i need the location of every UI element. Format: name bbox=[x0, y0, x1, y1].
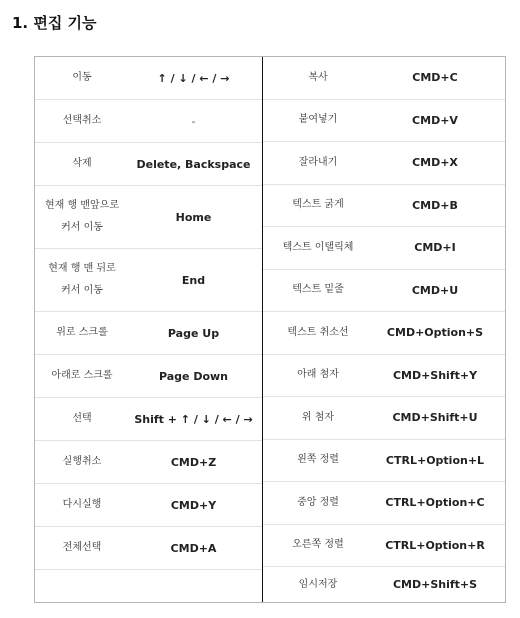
shortcut-row bbox=[35, 100, 262, 143]
shortcut-function-label: 복사 bbox=[308, 71, 328, 83]
shortcut-row bbox=[35, 441, 262, 484]
shortcut-row bbox=[35, 143, 262, 186]
shortcut-function-label: 전체선택 bbox=[62, 542, 102, 553]
shortcut-row bbox=[263, 57, 505, 100]
shortcut-key-combo: CMD+Shift+S bbox=[392, 578, 478, 591]
shortcut-key-combo: Page Up bbox=[167, 326, 220, 340]
shortcut-row bbox=[263, 270, 505, 313]
shortcut-row bbox=[35, 57, 262, 100]
shortcut-row bbox=[263, 525, 505, 568]
shortcut-key-combo: CMD+A bbox=[170, 541, 217, 555]
shortcut-key-combo: Shift + ↑ / ↓ / ← / → bbox=[134, 412, 253, 426]
shortcut-row bbox=[263, 142, 505, 185]
shortcut-row bbox=[35, 484, 262, 527]
shortcut-row bbox=[35, 527, 262, 570]
shortcut-key-combo: CMD+X bbox=[412, 156, 458, 170]
shortcut-function-label: 임시저장 bbox=[298, 578, 338, 590]
shortcut-function-label: 잘라내기 bbox=[298, 156, 338, 168]
shortcut-key-combo: ↑ / ↓ / ← / → bbox=[157, 71, 230, 85]
shortcut-function-label: 아래 첨자 bbox=[297, 369, 339, 381]
shortcut-row bbox=[35, 312, 262, 355]
shortcut-row bbox=[263, 312, 505, 355]
shortcut-function-label: 텍스트 밑줄 bbox=[292, 284, 344, 296]
shortcut-row bbox=[35, 355, 262, 398]
shortcut-key-combo: Delete, Backspace bbox=[136, 157, 251, 171]
shortcut-key-combo: CTRL+Option+R bbox=[385, 538, 485, 552]
shortcut-row bbox=[263, 227, 505, 270]
shortcut-function-label: 이동 bbox=[72, 72, 92, 83]
shortcut-key-combo: CTRL+Option+L bbox=[385, 453, 485, 467]
shortcut-key-combo: CMD+Y bbox=[170, 498, 217, 512]
shortcut-key-combo: CMD+C bbox=[412, 71, 458, 85]
shortcut-row bbox=[263, 482, 505, 525]
shortcut-key-combo: CMD+U bbox=[411, 283, 459, 297]
shortcut-function-label: 삭제 bbox=[72, 158, 92, 169]
shortcut-key-combo: CMD+V bbox=[412, 113, 458, 127]
shortcut-function-label: 아래로 스크롤 bbox=[51, 370, 113, 381]
shortcut-function-label: 선택 bbox=[72, 413, 92, 424]
shortcut-function-label: 붙여넣기 bbox=[298, 114, 338, 126]
shortcut-row bbox=[263, 355, 505, 398]
shortcut-key-combo: CMD+I bbox=[414, 241, 456, 255]
shortcut-key-combo: Home bbox=[175, 210, 212, 224]
shortcut-function-label: 선택취소 bbox=[62, 115, 102, 126]
shortcut-function-label: 왼쪽 정렬 bbox=[297, 454, 339, 466]
shortcut-row bbox=[35, 249, 262, 312]
shortcut-function-label: 텍스트 취소선 bbox=[287, 326, 349, 338]
shortcut-row bbox=[263, 100, 505, 143]
shortcut-row bbox=[263, 185, 505, 228]
shortcut-key-combo: End bbox=[181, 273, 206, 287]
shortcut-row bbox=[263, 397, 505, 440]
shortcut-row bbox=[263, 440, 505, 483]
shortcut-key-combo: Page Down bbox=[158, 369, 229, 383]
shortcut-key-combo: CTRL+Option+C bbox=[385, 496, 485, 510]
shortcut-row bbox=[35, 398, 262, 441]
shortcut-table bbox=[34, 56, 506, 603]
empty-row bbox=[35, 570, 262, 602]
shortcut-key-combo: CMD+Option+S bbox=[386, 326, 484, 340]
shortcut-column-left bbox=[35, 57, 263, 602]
shortcut-key-combo: CMD+Shift+U bbox=[392, 411, 478, 425]
shortcut-function-label: 다시실행 bbox=[62, 499, 102, 510]
shortcut-key-combo: - bbox=[191, 114, 196, 128]
shortcut-function-label: 현재 행 맨앞으로 커서 이동 bbox=[45, 200, 119, 233]
shortcut-function-label: 현재 행 맨 뒤로 커서 이동 bbox=[48, 263, 116, 296]
shortcut-column-right bbox=[263, 57, 505, 602]
shortcut-key-combo: CMD+Shift+Y bbox=[392, 368, 478, 382]
shortcut-function-label: 텍스트 굵게 bbox=[292, 199, 344, 211]
page-title: 1. 편집 기능 bbox=[12, 14, 97, 32]
shortcut-function-label: 텍스트 이탤릭체 bbox=[282, 241, 354, 253]
shortcut-key-combo: CMD+Z bbox=[170, 455, 217, 469]
shortcut-function-label: 위 첨자 bbox=[301, 411, 335, 423]
shortcut-key-combo: CMD+B bbox=[412, 198, 458, 212]
shortcut-function-label: 실행취소 bbox=[62, 456, 102, 467]
shortcut-function-label: 위로 스크롤 bbox=[56, 327, 108, 338]
shortcut-function-label: 중앙 정렬 bbox=[297, 496, 339, 508]
shortcut-function-label: 오른쪽 정렬 bbox=[292, 539, 344, 551]
shortcut-row bbox=[35, 186, 262, 249]
shortcut-row bbox=[263, 567, 505, 602]
